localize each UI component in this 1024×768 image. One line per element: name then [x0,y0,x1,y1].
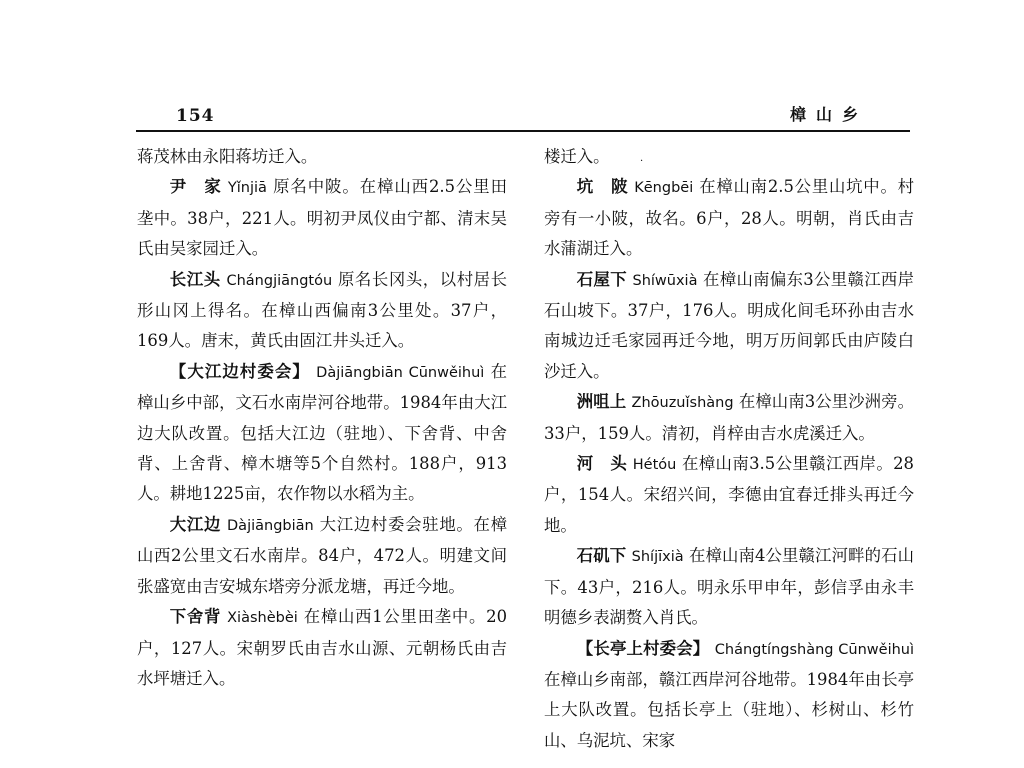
entry-pinyin: Dàjiāngbiān Cūnwěihuì [316,364,485,381]
left-column [137,142,507,694]
stray-dot: · [640,156,644,167]
entry [544,265,914,388]
entry-text: 在樟山南偏东3公里赣江西岸石山坡下。37户，176人。明成化间毛环孙由吉水南城边迁毛家园再迁今地，明万历间郭氏由庐陵白沙迁入。 [544,269,915,381]
entry [544,449,914,541]
entry-pinyin: Yǐnjiā [227,180,267,197]
entry-name: 坑 陂 [576,177,629,197]
entry [137,602,507,694]
entry-pinyin: Shíwūxià [632,272,698,289]
paragraph [137,142,507,172]
running-title: 樟山乡 [790,105,869,124]
bracket-open: 【 [576,638,594,658]
entry-name: 长亭上村委会 [593,638,693,658]
entry [137,172,507,264]
entry [137,357,507,510]
entry-text: 大江边村委会驻地。在樟山西2公里文石水南岸。84户，472人。明建文间张盛宽由吉安城东塔旁分派龙塘，再迁今地。 [137,514,507,596]
entry-text: 原名长冈头，以村居长形山冈上得名。在樟山西偏南3公里处。37户，169人。唐末，黄氏由固江井头迁入。 [137,269,508,351]
entry-pinyin: Shíjīxià [631,549,684,566]
bracket-close: 】 [692,638,710,658]
entry-text: 在樟山乡南部，赣江西岸河谷地带。1984年由长亭上大队改置。包括长亭上（驻地）、杉树山、杉竹山、乌泥坑、宋家 [544,669,914,750]
entry-text: 在樟山西1公里田垄中。20户，127人。宋朝罗氏由吉水山源、元朝杨氏由吉水坪塘迁入。 [137,607,507,688]
entry-text: 在樟山乡中部，文石水南岸河谷地带。1984年由大江边大队改置。包括大江边（驻地）、下舍背、中舍背、上舍背、樟木塘等5个自然村。188户，913人。耕地1225亩，农作物以水稻为主。 [137,361,508,504]
entry-pinyin: Xiàshèbèi [227,610,298,627]
entry-text: 楼迁入。 [544,147,610,166]
entry-pinyin: Chángjiāngtóu [226,272,333,289]
bracket-open: 【 [169,361,188,381]
entry-name: 大江边村委会 [187,361,293,381]
entry [137,510,507,602]
entry-name: 长江头 [169,269,221,289]
entry-pinyin: Dàjiāngbiān [227,517,314,534]
entry-name: 河 头 [576,454,628,474]
entry-name: 大江边 [169,514,222,534]
entry-text: 蒋茂林由永阳蒋坊迁入。 [137,147,318,166]
entry-name: 尹 家 [169,177,222,197]
entry-name: 石矶下 [576,546,627,566]
entry-text: 在樟山南3.5公里赣江西岸。28户，154人。宋绍兴间，李德由宜春迁排头再迁今地。 [544,454,914,535]
entry-name: 洲咀上 [576,392,627,412]
entry-name: 石屋下 [576,269,627,289]
right-column [544,142,914,756]
entry-name: 下舍背 [169,607,222,627]
header-rule [136,130,910,132]
entry-text: 在樟山南4公里赣江河畔的石山下。43户，216人。明永乐甲申年，彭信孚由永丰明德乡表湖赘入肖氏。 [544,546,914,628]
entry-text: 原名中陂。在樟山西2.5公里田垄中。38户，221人。明初尹凤仪由宁都、清末吴氏由吴家园迁入。 [137,177,507,259]
entry-pinyin: Zhōuzuǐshàng [631,395,734,412]
entry-pinyin: Kēngbēi [634,180,694,197]
page-number: 154 [176,106,215,126]
entry [544,172,914,264]
entry [544,541,914,633]
entry-pinyin: Hétóu [632,457,677,474]
entry-text: 在樟山南3公里沙洲旁。33户，159人。清初，肖梓由吉水虎溪迁入。 [544,392,914,443]
bracket-close: 】 [292,361,310,381]
entry-pinyin: Chángtíngshàng Cūnwěihuì [714,641,915,658]
entry-text: 在樟山南2.5公里山坑中。村旁有一小陂，故名。6户，28人。明朝，肖氏由吉水蒲湖迁入。 [544,177,914,259]
entry [544,387,914,449]
paragraph [544,142,914,172]
entry [137,265,507,357]
entry [544,634,914,757]
